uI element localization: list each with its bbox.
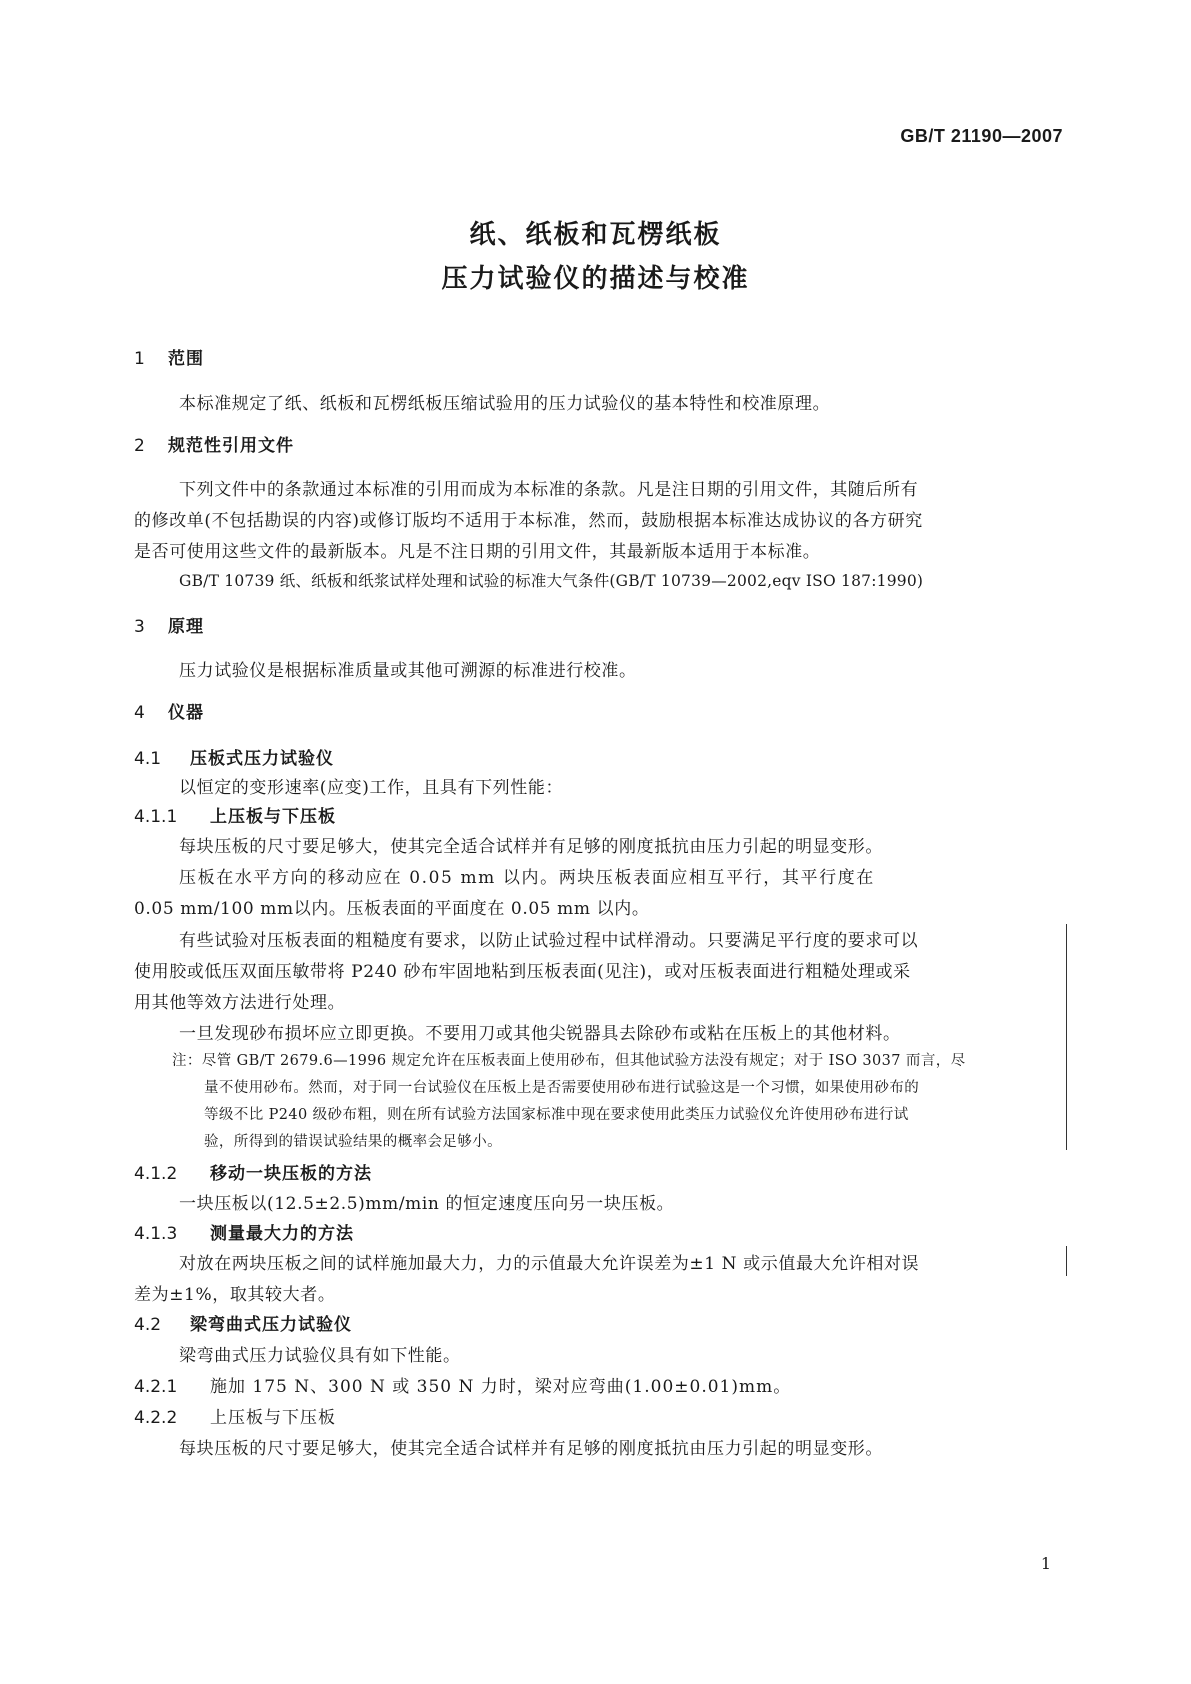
subsection-4-2-1-line (134, 1372, 791, 1397)
note-line: 验，所得到的错误试验结果的概率会足够小。 (204, 1134, 502, 1150)
paragraph: 每块压板的尺寸要足够大，使其完全适合试样并有足够的刚度抵抗由压力引起的明显变形。 (179, 1439, 883, 1459)
subsection-number: 4.2.2 (134, 1408, 178, 1428)
subsection-4-2-heading (134, 1310, 352, 1335)
subsection-title: 移动一块压板的方法 (210, 1164, 372, 1184)
subsection-title: 梁弯曲式压力试验仪 (190, 1315, 352, 1335)
subsection-title: 测量最大力的方法 (210, 1224, 354, 1244)
section-title: 仪器 (168, 703, 204, 723)
page-number: 1 (1040, 1554, 1051, 1573)
paragraph: 本标准规定了纸、纸板和瓦楞纸板压缩试验用的压力试验仪的基本特性和校准原理。 (179, 394, 831, 414)
normative-reference: GB/T 10739 纸、纸板和纸浆试样处理和试验的标准大气条件(GB/T 10739—2002,eqv ISO 187:1990) (179, 572, 924, 590)
section-title: 原理 (168, 617, 204, 637)
paragraph-line: 下列文件中的条款通过本标准的引用而成为本标准的条款。凡是注日期的引用文件，其随后所有 (179, 480, 919, 500)
paragraph-line: 0.05 mm/100 mm以内。压板表面的平面度在 0.05 mm 以内。 (134, 899, 650, 919)
section-title: 规范性引用文件 (168, 436, 294, 456)
subsection-4-1-3-heading (134, 1219, 354, 1244)
subsection-number: 4.2.1 (134, 1377, 178, 1397)
section-number: 3 (134, 617, 146, 637)
note-line: 注：尽管 GB/T 2679.6—1996 规定允许在压板表面上使用砂布，但其他试验方法没有规定；对于 ISO 3037 而言，尽 (172, 1053, 966, 1069)
paragraph-line: 的修改单(不包括勘误的内容)或修订版均不适用于本标准，然而，鼓励根据本标准达成协议的各方研究 (134, 511, 923, 531)
section-number: 4 (134, 703, 146, 723)
section-3-heading (134, 612, 204, 637)
paragraph-line: 是否可使用这些文件的最新版本。凡是不注日期的引用文件，其最新版本适用于本标准。 (134, 542, 821, 562)
section-4-heading (134, 698, 204, 723)
subsection-number: 4.2 (134, 1315, 162, 1335)
document-title-line2: 压力试验仪的描述与校准 (441, 264, 750, 294)
subsection-title: 压板式压力试验仪 (190, 749, 334, 769)
paragraph: 一旦发现砂布损坏应立即更换。不要用刀或其他尖锐器具去除砂布或粘在压板上的其他材料。 (179, 1024, 901, 1044)
standard-code: GB/T 21190—2007 (900, 126, 1063, 146)
subsection-4-2-2-heading (134, 1403, 336, 1428)
paragraph-line: 用其他等效方法进行处理。 (134, 993, 346, 1013)
subsection-4-1-1-heading (134, 802, 336, 827)
subsection-4-1-heading (134, 744, 334, 769)
change-bar (1066, 924, 1067, 1150)
paragraph-line: 使用胶或低压双面压敏带将 P240 砂布牢固地粘到压板表面(见注)，或对压板表面进行粗糙处理或采 (134, 962, 911, 982)
change-bar (1066, 1246, 1067, 1276)
paragraph-line: 差为±1%，取其较大者。 (134, 1285, 336, 1305)
section-title: 范围 (168, 349, 204, 369)
subsection-4-1-2-heading (134, 1159, 372, 1184)
subsection-number: 4.1.2 (134, 1164, 178, 1184)
paragraph-line: 压板在水平方向的移动应在 0.05 mm 以内。两块压板表面应相互平行，其平行度在 (179, 868, 875, 888)
paragraph: 每块压板的尺寸要足够大，使其完全适合试样并有足够的刚度抵抗由压力引起的明显变形。 (179, 837, 883, 857)
section-1-heading (134, 344, 204, 369)
paragraph-line: 有些试验对压板表面的粗糙度有要求，以防止试验过程中试样滑动。只要满足平行度的要求可以 (179, 931, 919, 951)
paragraph: 一块压板以(12.5±2.5)mm/min 的恒定速度压向另一块压板。 (179, 1194, 675, 1214)
paragraph: 梁弯曲式压力试验仪具有如下性能。 (179, 1346, 461, 1366)
subsection-number: 4.1 (134, 749, 162, 769)
section-number: 2 (134, 436, 146, 456)
subsection-text: 施加 175 N、300 N 或 350 N 力时，梁对应弯曲(1.00±0.01)mm。 (210, 1377, 792, 1397)
paragraph-line: 对放在两块压板之间的试样施加最大力，力的示值最大允许误差为±1 N 或示值最大允许相对误 (179, 1254, 920, 1274)
document-title-line1: 纸、纸板和瓦楞纸板 (469, 220, 722, 250)
paragraph: 压力试验仪是根据标准质量或其他可溯源的标准进行校准。 (179, 661, 637, 681)
subsection-number: 4.1.3 (134, 1224, 178, 1244)
subsection-title: 上压板与下压板 (210, 807, 336, 827)
note-line: 等级不比 P240 级砂布粗，则在所有试验方法国家标准中现在要求使用此类压力试验仪允许使用砂布进行试 (204, 1107, 909, 1123)
paragraph: 以恒定的变形速率(应变)工作，且具有下列性能： (179, 778, 564, 798)
section-number: 1 (134, 349, 146, 369)
subsection-title: 上压板与下压板 (210, 1408, 336, 1428)
section-2-heading (134, 431, 294, 456)
note-line: 量不使用砂布。然而，对于同一台试验仪在压板上是否需要使用砂布进行试验这是一个习惯，如果使用砂布的 (204, 1080, 920, 1096)
subsection-number: 4.1.1 (134, 807, 178, 827)
